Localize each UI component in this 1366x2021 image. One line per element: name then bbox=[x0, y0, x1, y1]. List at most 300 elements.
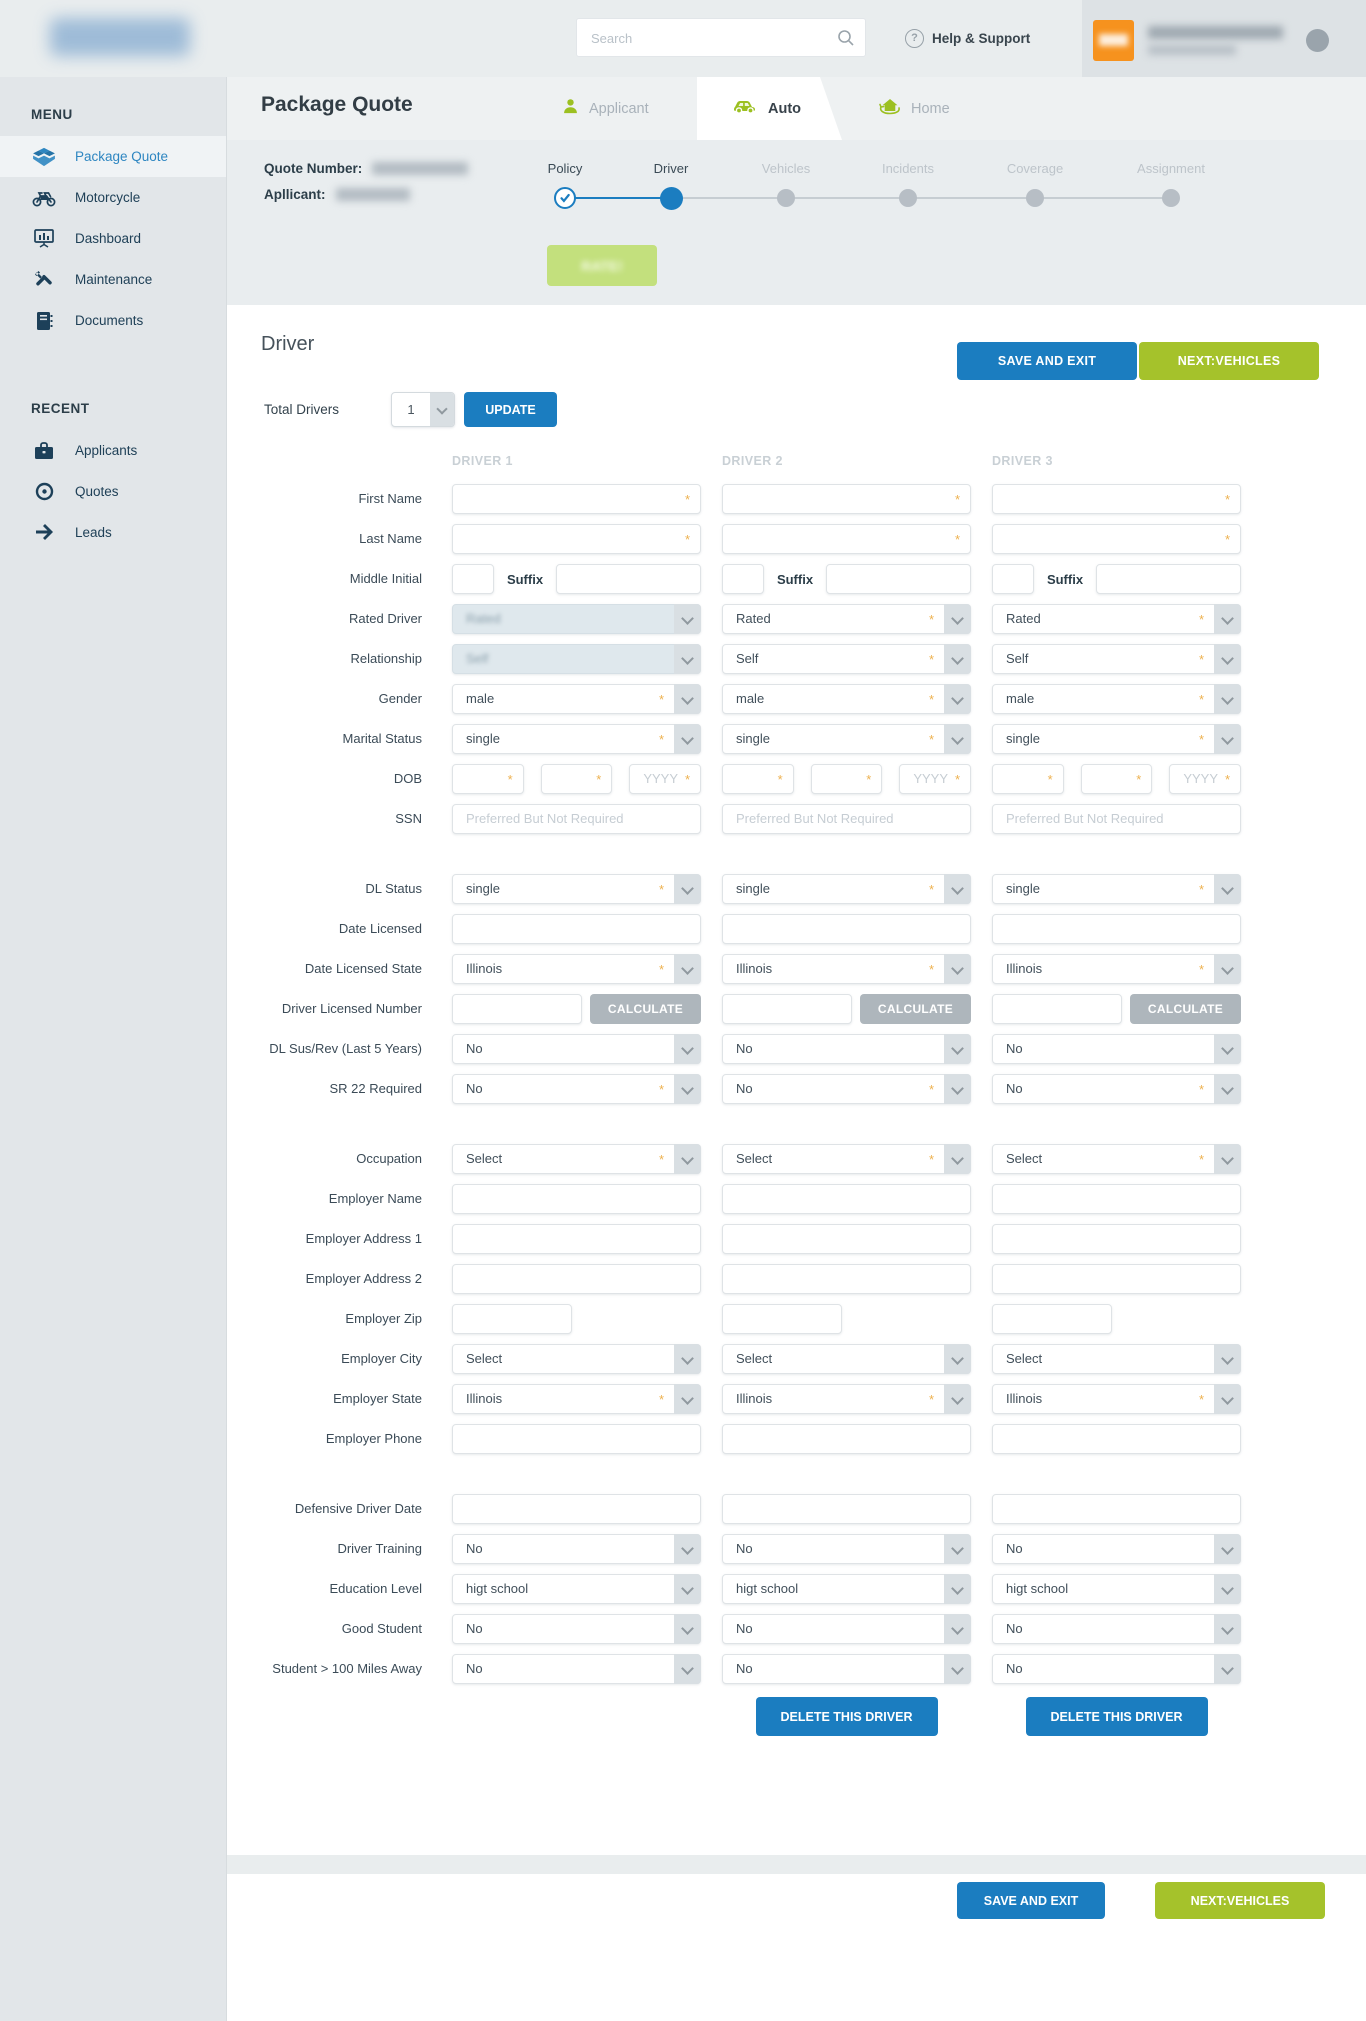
chevron-down-icon bbox=[944, 1074, 971, 1104]
required-asterisk: * bbox=[658, 692, 664, 707]
rated-driver-select-d1[interactable] bbox=[452, 604, 701, 634]
chevron-down-icon bbox=[1214, 1614, 1241, 1644]
field-label: DOB bbox=[393, 771, 422, 786]
defensive-driver-date-input-d3[interactable] bbox=[992, 1494, 1241, 1524]
required-asterisk: * bbox=[658, 882, 664, 897]
rated-driver-select-d3[interactable] bbox=[992, 604, 1241, 634]
required-asterisk: * bbox=[1047, 772, 1053, 787]
form-row-driver-licensed-number bbox=[227, 994, 1241, 1024]
middle-initial-group-d3 bbox=[992, 564, 1241, 594]
required-asterisk: * bbox=[1198, 1392, 1204, 1407]
field-label: Rated Driver bbox=[349, 611, 422, 626]
delete-row-spacer bbox=[452, 1697, 701, 1736]
date-licensed-input-d1[interactable] bbox=[452, 914, 701, 944]
marital-status-select-d3[interactable] bbox=[992, 724, 1241, 754]
education-level-select-d1[interactable] bbox=[452, 1574, 701, 1604]
dob-day-input-d1[interactable] bbox=[541, 764, 613, 794]
dl-sus-rev-last-5-years-select-d3[interactable] bbox=[992, 1034, 1241, 1064]
required-asterisk: * bbox=[658, 1082, 664, 1097]
license-number-input-d2[interactable] bbox=[722, 994, 852, 1024]
date-licensed-input-d2[interactable] bbox=[722, 914, 971, 944]
marital-status-select-d2[interactable] bbox=[722, 724, 971, 754]
help-and-support[interactable] bbox=[905, 27, 1030, 49]
top-header bbox=[0, 0, 1366, 77]
form-row-employer-phone bbox=[227, 1424, 1241, 1454]
step-incidents[interactable] bbox=[899, 189, 917, 207]
sidebar-item-leads[interactable] bbox=[0, 512, 226, 553]
dob-month-input-d3[interactable] bbox=[992, 764, 1064, 794]
save-and-exit-button-top[interactable]: SAVE AND EXIT bbox=[957, 342, 1137, 380]
license-number-input-d3[interactable] bbox=[992, 994, 1122, 1024]
calculate-button-d3[interactable]: CALCULATE bbox=[1130, 994, 1241, 1024]
sidebar-menu-list bbox=[0, 136, 226, 341]
selected-value: single bbox=[736, 881, 770, 896]
step-label-policy: Policy bbox=[547, 161, 583, 176]
field-label: SSN bbox=[395, 811, 422, 826]
selected-value: No bbox=[1006, 1621, 1023, 1636]
applicants-icon bbox=[31, 442, 57, 460]
selected-value: higt school bbox=[736, 1581, 799, 1596]
field-label: Driver Training bbox=[337, 1541, 422, 1556]
tab-home[interactable] bbox=[879, 77, 950, 140]
dl-status-select-d2[interactable] bbox=[722, 874, 971, 904]
date-licensed-state-select-d3[interactable] bbox=[992, 954, 1241, 984]
selected-value: single bbox=[736, 731, 770, 746]
maintenance-icon bbox=[31, 270, 57, 290]
dob-year-input-d2[interactable] bbox=[899, 764, 971, 794]
ssn-input-d2[interactable] bbox=[722, 804, 971, 834]
license-number-group-d2 bbox=[722, 994, 971, 1024]
driver-form-panel bbox=[227, 305, 1366, 1855]
field-label: Employer City bbox=[341, 1351, 422, 1366]
field-label: Occupation bbox=[356, 1151, 422, 1166]
required-asterisk: * bbox=[684, 532, 690, 547]
selected-value: No bbox=[736, 1041, 753, 1056]
sidebar-item-quotes[interactable] bbox=[0, 471, 226, 512]
chevron-down-icon bbox=[1214, 1344, 1241, 1374]
required-asterisk: * bbox=[658, 1392, 664, 1407]
tab-label: Home bbox=[911, 100, 950, 117]
employer-address-1-input-d3[interactable] bbox=[992, 1224, 1241, 1254]
chevron-down-icon bbox=[944, 954, 971, 984]
student-100-miles-away-select-d3[interactable] bbox=[992, 1654, 1241, 1684]
field-label: Employer Address 2 bbox=[305, 1271, 422, 1286]
required-asterisk: * bbox=[954, 492, 960, 507]
field-label: Student > 100 Miles Away bbox=[272, 1661, 422, 1676]
search-input[interactable] bbox=[589, 19, 823, 58]
chevron-down-icon bbox=[1214, 644, 1241, 674]
search-icon[interactable] bbox=[837, 29, 855, 52]
sidebar-item-documents[interactable] bbox=[0, 300, 226, 341]
section-heading: Driver bbox=[261, 333, 315, 355]
required-asterisk: * bbox=[1224, 772, 1231, 787]
field-label: First Name bbox=[358, 491, 422, 506]
quote-number-label: Quote Number: bbox=[264, 161, 363, 176]
employer-address-1-input-d2[interactable] bbox=[722, 1224, 971, 1254]
first-name-input-d2[interactable] bbox=[722, 484, 971, 514]
employer-address-2-input-d3[interactable] bbox=[992, 1264, 1241, 1294]
selected-value: Illinois bbox=[736, 1391, 773, 1406]
required-asterisk: * bbox=[1198, 882, 1204, 897]
step-coverage[interactable] bbox=[1026, 189, 1044, 207]
rate-button-label-blur: RATE! bbox=[581, 257, 623, 274]
sidebar bbox=[0, 77, 227, 2021]
sidebar-recent-title: RECENT bbox=[31, 401, 90, 416]
dob-month-input-d1[interactable] bbox=[452, 764, 524, 794]
relationship-select-d2[interactable] bbox=[722, 644, 971, 674]
chevron-down-icon bbox=[944, 1574, 971, 1604]
form-row-sr-22-required bbox=[227, 1074, 1241, 1104]
field-label: Last Name bbox=[359, 531, 422, 546]
required-asterisk: * bbox=[596, 772, 602, 787]
rate-button[interactable] bbox=[547, 245, 657, 286]
help-icon: ? bbox=[905, 29, 924, 48]
leads-icon bbox=[31, 523, 57, 542]
education-level-select-d3[interactable] bbox=[992, 1574, 1241, 1604]
tab-auto[interactable] bbox=[732, 77, 801, 140]
license-number-input-d1[interactable] bbox=[452, 994, 582, 1024]
selected-value: No bbox=[1006, 1041, 1023, 1056]
dob-year-input-d3[interactable] bbox=[1169, 764, 1241, 794]
chevron-down-icon bbox=[674, 1384, 701, 1414]
chevron-down-icon bbox=[674, 1654, 701, 1684]
field-label: DL Status bbox=[365, 881, 422, 896]
motorcycle-icon bbox=[31, 189, 57, 207]
dl-status-select-d1[interactable] bbox=[452, 874, 701, 904]
marital-status-select-d1[interactable] bbox=[452, 724, 701, 754]
required-asterisk: * bbox=[684, 492, 690, 507]
employer-zip-input-d3[interactable] bbox=[992, 1304, 1112, 1334]
tab-applicant[interactable] bbox=[562, 77, 649, 140]
employer-state-select-d3[interactable] bbox=[992, 1384, 1241, 1414]
required-asterisk: * bbox=[1198, 1152, 1204, 1167]
progress-steps bbox=[227, 140, 1366, 305]
chevron-down-icon bbox=[1214, 724, 1241, 754]
employer-address-2-input-d2[interactable] bbox=[722, 1264, 971, 1294]
chevron-down-icon bbox=[674, 644, 701, 674]
form-row-date-licensed bbox=[227, 914, 1241, 944]
driver-columns-header-row bbox=[227, 452, 1241, 470]
required-asterisk: * bbox=[1198, 962, 1204, 977]
step-assignment[interactable] bbox=[1162, 189, 1180, 207]
middle-initial-input-d1[interactable] bbox=[452, 564, 494, 594]
form-row-marital-status bbox=[227, 724, 1241, 754]
relationship-select-d1[interactable] bbox=[452, 644, 701, 674]
chevron-down-icon bbox=[430, 393, 454, 426]
home-icon bbox=[879, 97, 901, 121]
employer-name-input-d1[interactable] bbox=[452, 1184, 701, 1214]
employer-name-input-d2[interactable] bbox=[722, 1184, 971, 1214]
suffix-input-d1[interactable] bbox=[556, 564, 701, 594]
required-asterisk: * bbox=[507, 772, 513, 787]
sidebar-item-label: Applicants bbox=[75, 443, 138, 458]
selected-value: Rated bbox=[736, 611, 771, 626]
form-row-date-licensed-state bbox=[227, 954, 1241, 984]
sidebar-item-motorcycle[interactable] bbox=[0, 177, 226, 218]
selected-value: No bbox=[466, 1621, 483, 1636]
gender-select-d2[interactable] bbox=[722, 684, 971, 714]
form-row-employer-address-1 bbox=[227, 1224, 1241, 1254]
header-spacer bbox=[227, 452, 431, 470]
org-badge-text-blur bbox=[1099, 34, 1128, 46]
chevron-down-icon bbox=[1214, 1654, 1241, 1684]
sidebar-menu-title: MENU bbox=[31, 107, 73, 122]
total-drivers-label: Total Drivers bbox=[264, 402, 340, 417]
dob-day-input-d3[interactable] bbox=[1081, 764, 1153, 794]
date-licensed-state-select-d2[interactable] bbox=[722, 954, 971, 984]
steps-connector-line-done bbox=[565, 197, 671, 199]
field-label: Education Level bbox=[329, 1581, 422, 1596]
product-tabs bbox=[527, 77, 1087, 140]
delete-driver-cell bbox=[992, 1697, 1241, 1736]
gender-select-d3[interactable] bbox=[992, 684, 1241, 714]
suffix-input-d3[interactable] bbox=[1096, 564, 1241, 594]
employer-state-select-d2[interactable] bbox=[722, 1384, 971, 1414]
placeholder-text: Preferred But Not Required bbox=[466, 811, 624, 826]
ssn-input-d1[interactable] bbox=[452, 804, 701, 834]
defensive-driver-date-input-d1[interactable] bbox=[452, 1494, 701, 1524]
field-label: Good Student bbox=[341, 1621, 422, 1636]
first-name-input-d1[interactable] bbox=[452, 484, 701, 514]
required-asterisk: * bbox=[954, 772, 961, 787]
required-asterisk: * bbox=[928, 962, 934, 977]
selected-value: male bbox=[466, 691, 495, 706]
main-area bbox=[227, 77, 1366, 2021]
required-asterisk: * bbox=[928, 612, 934, 627]
chevron-down-icon bbox=[1214, 954, 1241, 984]
date-licensed-state-select-d1[interactable] bbox=[452, 954, 701, 984]
chevron-down-icon bbox=[944, 1344, 971, 1374]
documents-icon bbox=[31, 311, 57, 331]
required-asterisk: * bbox=[1136, 772, 1142, 787]
update-button[interactable]: UPDATE bbox=[464, 392, 557, 427]
good-student-select-d3[interactable] bbox=[992, 1614, 1241, 1644]
step-label-incidents: Incidents bbox=[881, 161, 935, 176]
sidebar-item-label: Package Quote bbox=[75, 149, 169, 164]
good-student-select-d2[interactable] bbox=[722, 1614, 971, 1644]
education-level-select-d2[interactable] bbox=[722, 1574, 971, 1604]
field-label: Date Licensed State bbox=[304, 961, 422, 976]
sr-22-required-select-d3[interactable] bbox=[992, 1074, 1241, 1104]
footer-action-bar bbox=[227, 1874, 1366, 2021]
selected-value: No bbox=[466, 1041, 483, 1056]
required-asterisk: * bbox=[658, 962, 664, 977]
driver-training-select-d3[interactable] bbox=[992, 1534, 1241, 1564]
chevron-down-icon bbox=[1214, 604, 1241, 634]
required-asterisk: * bbox=[928, 652, 934, 667]
chevron-down-icon bbox=[944, 724, 971, 754]
field-label: Employer State bbox=[333, 1391, 422, 1406]
chevron-down-icon bbox=[944, 684, 971, 714]
user-account-area[interactable] bbox=[1082, 0, 1366, 77]
field-label: Marital Status bbox=[342, 731, 422, 746]
field-label: Employer Zip bbox=[345, 1311, 422, 1326]
required-asterisk: * bbox=[1224, 532, 1230, 547]
chevron-down-icon bbox=[674, 1534, 701, 1564]
calculate-button-d2[interactable]: CALCULATE bbox=[860, 994, 971, 1024]
dob-month-input-d2[interactable] bbox=[722, 764, 794, 794]
defensive-driver-date-input-d2[interactable] bbox=[722, 1494, 971, 1524]
student-100-miles-away-select-d2[interactable] bbox=[722, 1654, 971, 1684]
employer-zip-input-d1[interactable] bbox=[452, 1304, 572, 1334]
dob-year-input-d1[interactable] bbox=[629, 764, 701, 794]
car-icon bbox=[732, 98, 758, 119]
employer-name-input-d3[interactable] bbox=[992, 1184, 1241, 1214]
sr-22-required-select-d1[interactable] bbox=[452, 1074, 701, 1104]
license-number-group-d1 bbox=[452, 994, 701, 1024]
form-row-ssn bbox=[227, 804, 1241, 834]
selected-value: No bbox=[466, 1081, 483, 1096]
chevron-down-icon bbox=[674, 1574, 701, 1604]
dl-sus-rev-last-5-years-select-d2[interactable] bbox=[722, 1034, 971, 1064]
calculate-button-d1[interactable]: CALCULATE bbox=[590, 994, 701, 1024]
column-header-driver-3: DRIVER 3 bbox=[992, 454, 1053, 468]
chevron-down-icon bbox=[674, 874, 701, 904]
form-row-gender bbox=[227, 684, 1241, 714]
first-name-input-d3[interactable] bbox=[992, 484, 1241, 514]
employer-state-select-d1[interactable] bbox=[452, 1384, 701, 1414]
required-asterisk: * bbox=[1198, 692, 1204, 707]
chevron-down-icon bbox=[944, 644, 971, 674]
placeholder-text: YYYY bbox=[1183, 771, 1219, 786]
relationship-select-d3[interactable] bbox=[992, 644, 1241, 674]
person-icon bbox=[562, 97, 579, 120]
employer-address-2-input-d1[interactable] bbox=[452, 1264, 701, 1294]
driver-training-select-d1[interactable] bbox=[452, 1534, 701, 1564]
sidebar-item-label: Leads bbox=[75, 525, 112, 540]
column-header-driver-2: DRIVER 2 bbox=[722, 454, 783, 468]
chevron-down-icon bbox=[1214, 874, 1241, 904]
driver-form-grid bbox=[227, 452, 1241, 1746]
sidebar-item-applicants[interactable] bbox=[0, 430, 226, 471]
driver-training-select-d2[interactable] bbox=[722, 1534, 971, 1564]
selected-value: single bbox=[1006, 731, 1040, 746]
user-menu-toggle[interactable] bbox=[1306, 29, 1329, 52]
student-100-miles-away-select-d1[interactable] bbox=[452, 1654, 701, 1684]
chevron-down-icon bbox=[944, 1614, 971, 1644]
chevron-down-icon bbox=[944, 604, 971, 634]
good-student-select-d1[interactable] bbox=[452, 1614, 701, 1644]
selected-value: Illinois bbox=[1006, 1391, 1043, 1406]
occupation-select-d2[interactable] bbox=[722, 1144, 971, 1174]
sidebar-item-package-quote[interactable] bbox=[0, 136, 226, 177]
form-row-dob bbox=[227, 764, 1241, 794]
employer-city-select-d2[interactable] bbox=[722, 1344, 971, 1374]
chevron-down-icon bbox=[944, 1034, 971, 1064]
dob-group-d3 bbox=[992, 764, 1241, 794]
required-asterisk: * bbox=[777, 772, 783, 787]
employer-address-1-input-d1[interactable] bbox=[452, 1224, 701, 1254]
employer-phone-input-d1[interactable] bbox=[452, 1424, 701, 1454]
delete-driver-button-d2[interactable]: DELETE THIS DRIVER bbox=[756, 1697, 938, 1736]
step-vehicles[interactable] bbox=[777, 189, 795, 207]
date-licensed-input-d3[interactable] bbox=[992, 914, 1241, 944]
delete-driver-row bbox=[227, 1697, 1241, 1736]
chevron-down-icon bbox=[944, 1534, 971, 1564]
last-name-input-d1[interactable] bbox=[452, 524, 701, 554]
selected-value: single bbox=[466, 881, 500, 896]
selected-value: Select bbox=[1006, 1351, 1043, 1366]
form-row-relationship bbox=[227, 644, 1241, 674]
placeholder-text: YYYY bbox=[643, 771, 679, 786]
chevron-down-icon bbox=[674, 604, 701, 634]
form-row-employer-city bbox=[227, 1344, 1241, 1374]
middle-initial-input-d3[interactable] bbox=[992, 564, 1034, 594]
occupation-select-d1[interactable] bbox=[452, 1144, 701, 1174]
required-asterisk: * bbox=[928, 1152, 934, 1167]
sr-22-required-select-d2[interactable] bbox=[722, 1074, 971, 1104]
save-and-exit-button-bottom[interactable]: SAVE AND EXIT bbox=[957, 1882, 1105, 1919]
step-driver[interactable] bbox=[660, 187, 683, 210]
step-label-driver: Driver bbox=[653, 161, 689, 176]
chevron-down-icon bbox=[674, 1034, 701, 1064]
sidebar-item-maintenance[interactable] bbox=[0, 259, 226, 300]
gender-select-d1[interactable] bbox=[452, 684, 701, 714]
suffix-input-d2[interactable] bbox=[826, 564, 971, 594]
last-name-input-d2[interactable] bbox=[722, 524, 971, 554]
next-vehicles-button-bottom[interactable]: NEXT:VEHICLES bbox=[1155, 1882, 1325, 1919]
employer-city-select-d3[interactable] bbox=[992, 1344, 1241, 1374]
required-asterisk: * bbox=[928, 732, 934, 747]
step-policy[interactable] bbox=[554, 187, 576, 209]
applicant-label: Apllicant: bbox=[264, 187, 326, 202]
dl-status-select-d3[interactable] bbox=[992, 874, 1241, 904]
user-subtitle-blur bbox=[1148, 45, 1236, 55]
chevron-down-icon bbox=[674, 1074, 701, 1104]
form-row-defensive-driver-date bbox=[227, 1494, 1241, 1524]
chevron-down-icon bbox=[944, 1654, 971, 1684]
next-vehicles-button-top[interactable]: NEXT:VEHICLES bbox=[1139, 342, 1319, 380]
sidebar-item-dashboard[interactable] bbox=[0, 218, 226, 259]
chevron-down-icon bbox=[674, 1344, 701, 1374]
delete-driver-button-d3[interactable]: DELETE THIS DRIVER bbox=[1026, 1697, 1208, 1736]
last-name-input-d3[interactable] bbox=[992, 524, 1241, 554]
selected-value: No bbox=[1006, 1661, 1023, 1676]
field-label: Defensive Driver Date bbox=[294, 1501, 422, 1516]
selected-value: Select bbox=[1006, 1151, 1043, 1166]
required-asterisk: * bbox=[658, 1152, 664, 1167]
employer-zip-input-d2[interactable] bbox=[722, 1304, 842, 1334]
ssn-input-d3[interactable] bbox=[992, 804, 1241, 834]
required-asterisk: * bbox=[928, 692, 934, 707]
dl-sus-rev-last-5-years-select-d1[interactable] bbox=[452, 1034, 701, 1064]
total-drivers-select[interactable] bbox=[391, 392, 455, 427]
occupation-select-d3[interactable] bbox=[992, 1144, 1241, 1174]
employer-phone-input-d3[interactable] bbox=[992, 1424, 1241, 1454]
middle-initial-input-d2[interactable] bbox=[722, 564, 764, 594]
chevron-down-icon bbox=[1214, 1384, 1241, 1414]
employer-city-select-d1[interactable] bbox=[452, 1344, 701, 1374]
selected-value: Select bbox=[736, 1351, 773, 1366]
form-row-dl-sus-rev-last-5-years bbox=[227, 1034, 1241, 1064]
placeholder-text: Preferred But Not Required bbox=[1006, 811, 1164, 826]
dob-day-input-d2[interactable] bbox=[811, 764, 883, 794]
selected-value: No bbox=[736, 1081, 753, 1096]
rated-driver-select-d2[interactable] bbox=[722, 604, 971, 634]
chevron-down-icon bbox=[1214, 684, 1241, 714]
sidebar-item-label: Quotes bbox=[75, 484, 119, 499]
chevron-down-icon bbox=[1214, 1534, 1241, 1564]
employer-phone-input-d2[interactable] bbox=[722, 1424, 971, 1454]
placeholder-text: Preferred But Not Required bbox=[736, 811, 894, 826]
chevron-down-icon bbox=[674, 724, 701, 754]
form-row-employer-zip bbox=[227, 1304, 1241, 1334]
step-label-assignment: Assignment bbox=[1137, 161, 1205, 176]
form-row-rated-driver bbox=[227, 604, 1241, 634]
selected-value: higt school bbox=[1006, 1581, 1069, 1596]
sidebar-item-label: Dashboard bbox=[75, 231, 142, 246]
selected-value: single bbox=[1006, 881, 1040, 896]
